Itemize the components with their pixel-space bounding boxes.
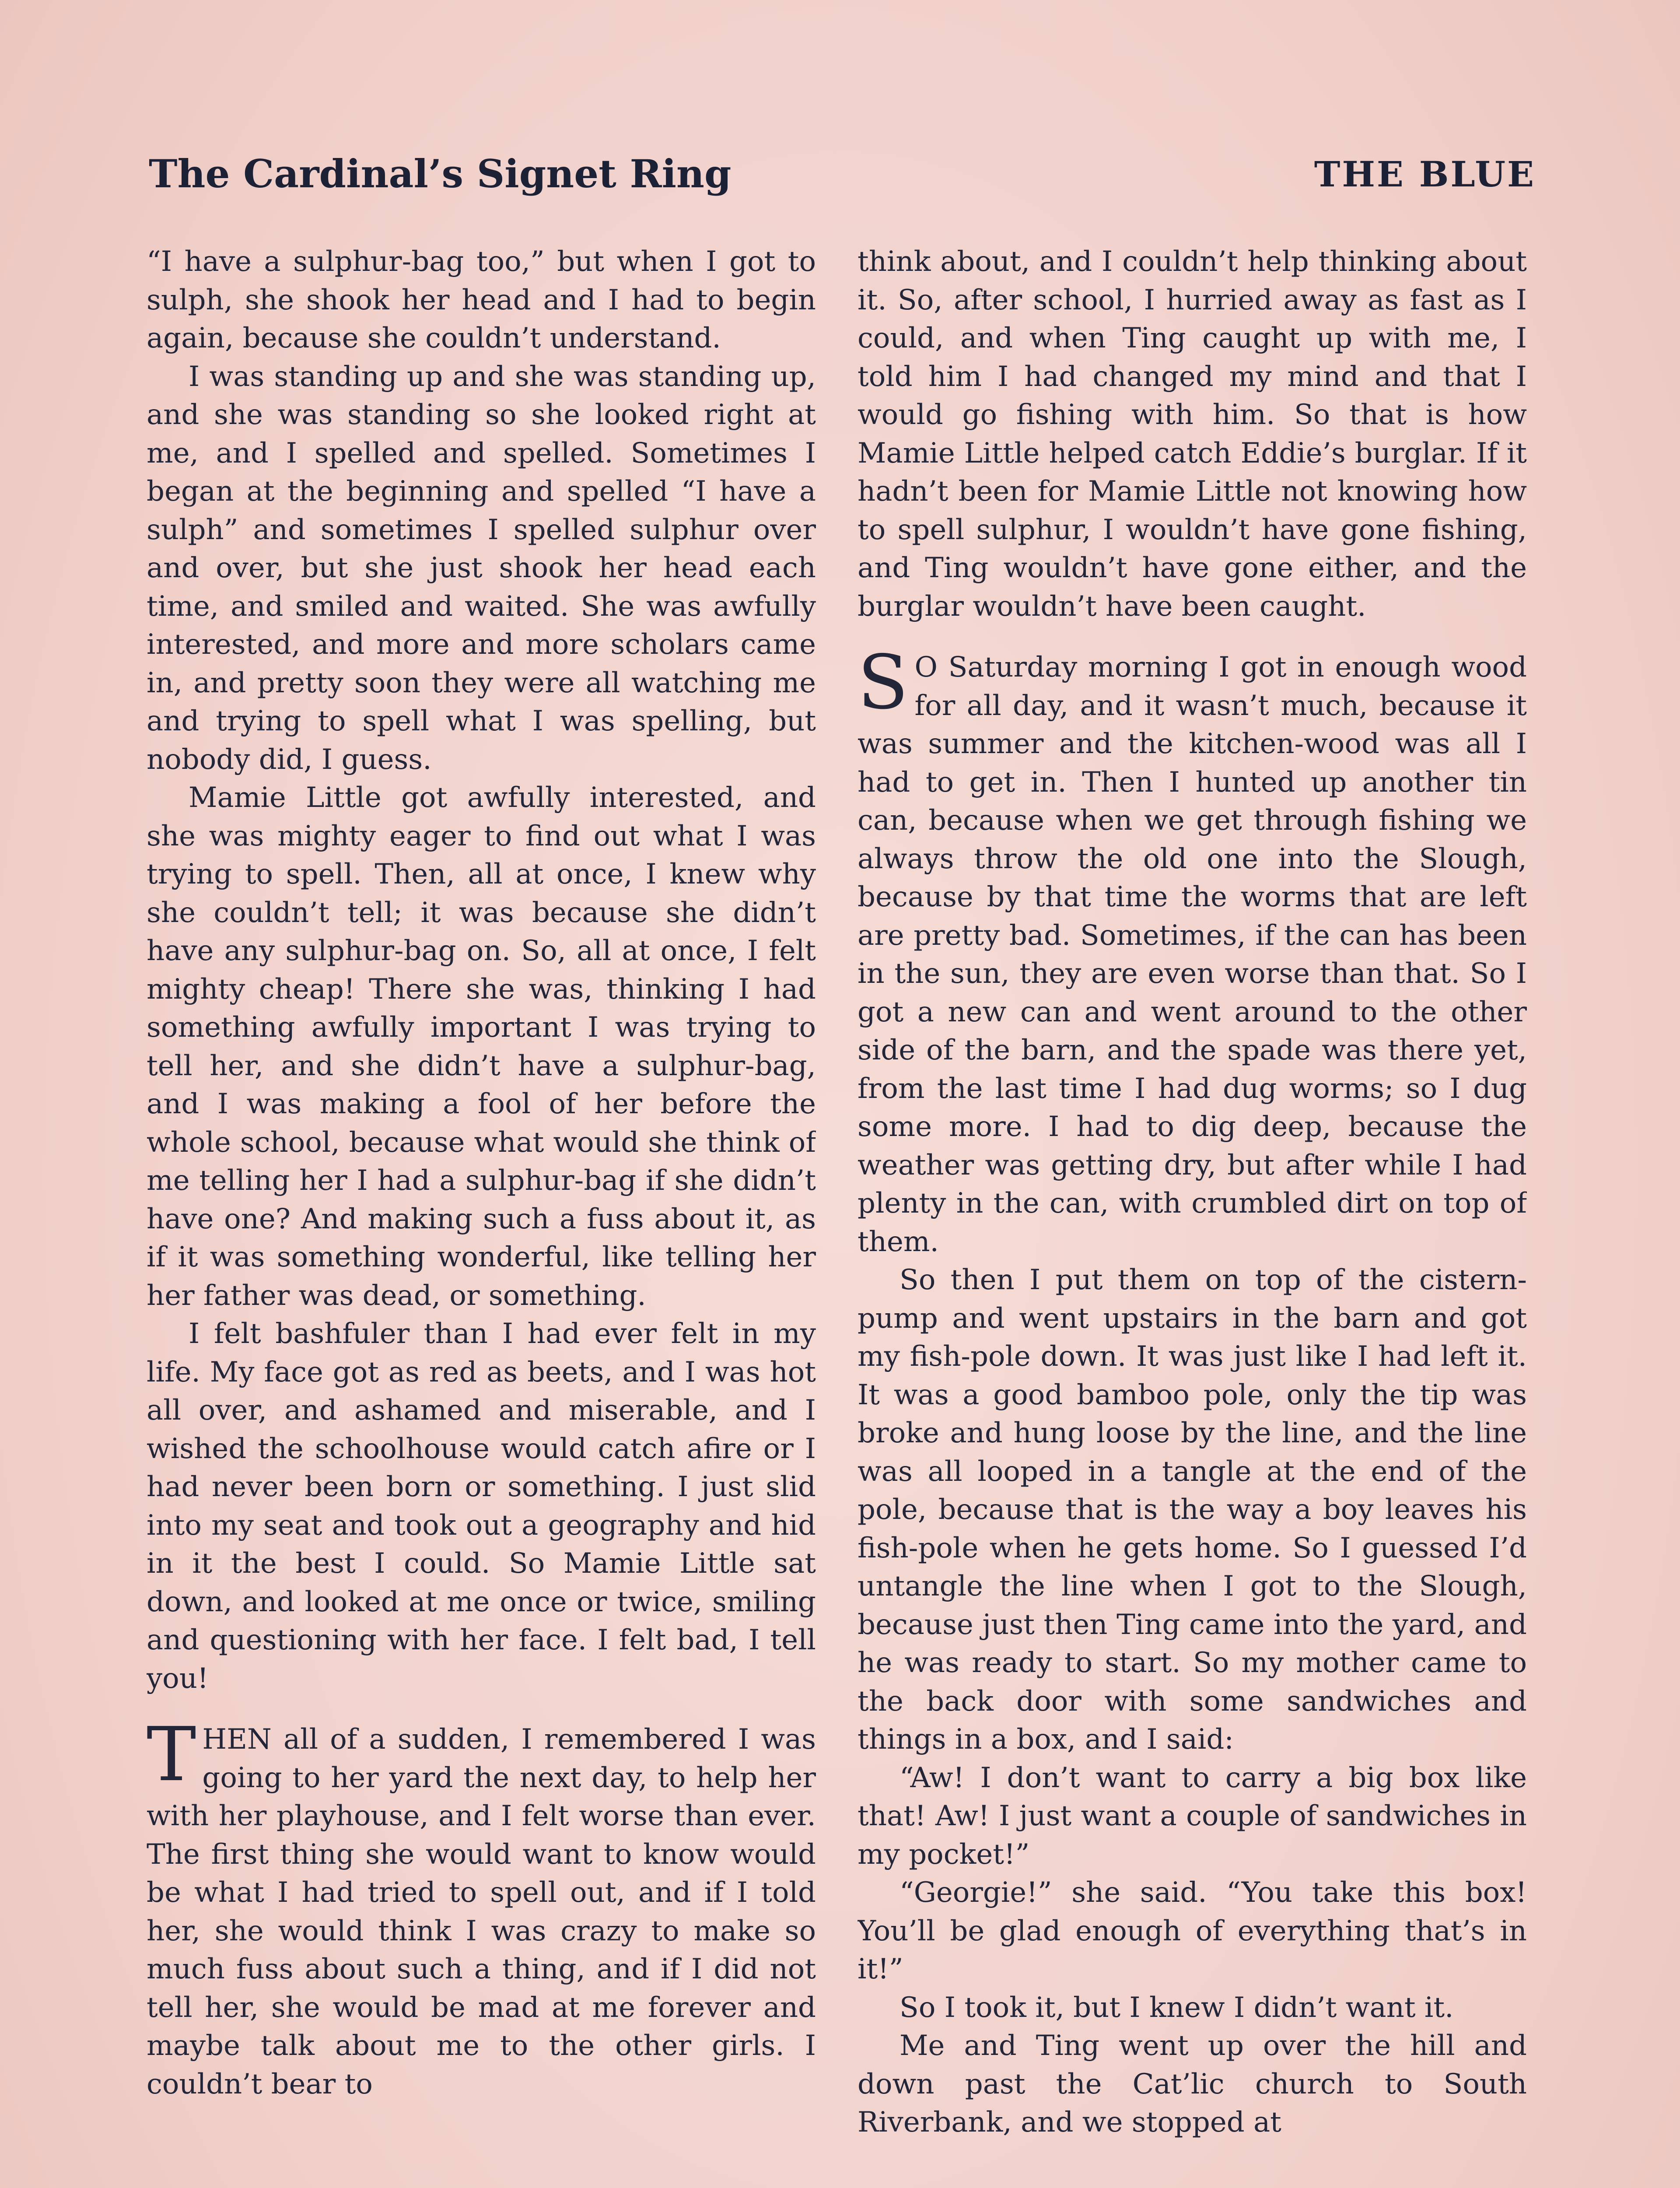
- paragraph: I was standing up and she was standing up, and she was standing so she looked right at me, and I spelled and spelled. Sometimes I began at the beginning and spelled “I have a sulph” and sometimes I spelled sulphur over and over, but she just shook her head each time, and smiled and waited. She was awfully interested, and more and more scholars came in, and pretty soon they were all watching me and trying to spell what I was spelling, but nobody did, I guess.: [147, 360, 816, 776]
- paragraph: So I took it, but I knew I didn’t want it.: [900, 1991, 1454, 2024]
- paragraph: think about, and I couldn’t help thinking about it. So, after school, I hurried away as fast as I could, and when Ting caught up with me, I told him I had changed my mind and that I would go fishing with him. So that is how Mamie Little helped catch Eddie’s burglar. If it hadn’t been for Mamie Little not knowing how to spell sulphur, I wouldn’t have gone fishing, and Ting wouldn’t have gone either, and the burglar wouldn’t have been caught.: [858, 245, 1527, 623]
- text-column-right: [858, 243, 1527, 2188]
- text-column-left: [147, 243, 816, 2188]
- paragraph: “Georgie!” she said. “You take this box! You’ll be glad enough of everything that’s in it!”: [858, 1876, 1527, 1985]
- paragraph: Mamie Little got awfully interested, and she was mighty eager to find out what I was trying to spell. Then, all at once, I knew why she couldn’t tell; it was because she didn’t have any sulphur-bag on. So, all at once, I felt mighty cheap! There she was, thinking I had something awfully important I was trying to tell her, and she didn’t have a sulphur-bag, and I was making a fool of her before the whole school, because what would she think of me telling her I had a sulphur-bag if she didn’t have one? And making such a fuss about it, as if it was something wonderful, like telling her her father was dead, or something.: [147, 782, 816, 1312]
- section-paragraph: SO Saturday morning I got in enough wood for all day, and it wasn’t much, because it was summer and the kitchen-wood was all I had to get in. Then I hunted up another tin can, because when we get through fishing we always throw the old one into the Slough, because by that time the worms that are left are pretty bad. Sometimes, if the can has been in the sun, they are even worse than that. So I got a new can and went around to the other side of the barn, and the spade was there yet, from the last time I had dug worms; so I dug some more. I had to dig deep, because the weather was getting dry, but after while I had plenty in the can, with crumbled dirt on top of them.: [858, 639, 1527, 1258]
- story-title: The Cardinal’s Signet Ring: [149, 151, 732, 196]
- paragraph: I felt bashfuler than I had ever felt in my life. My face got as red as beets, and I was hot all over, and ashamed and miserable, and I wished the schoolhouse would catch afire or I had never been born or something. I just slid into my seat and took out a geography and hid in it the best I could. So Mamie Little sat down, and looked at me once or twice, smiling and questioning with her face. I felt bad, I tell you!: [147, 1318, 816, 1695]
- paragraph: “Aw! I don’t want to carry a big box like that! Aw! I just want a couple of sandwiches in my pocket!”: [858, 1761, 1527, 1871]
- paragraph: Me and Ting went up over the hill and down past the Cat’lic church to South Riverbank, and we stopped at: [858, 2030, 1527, 2139]
- magazine-title: THE BLUE: [1314, 154, 1536, 195]
- running-header: [149, 151, 1536, 203]
- paragraph: So then I put them on top of the cistern-pump and went upstairs in the barn and got my fish-pole down. It was just like I had left it. It was a good bamboo pole, only the tip was broke and hung loose by the line, and the line was all looped in a tangle at the end of the pole, because that is the way a boy leaves his fish-pole when he gets home. So I guessed I’d untangle the line when I got to the Slough, because just then Ting came into the yard, and he was ready to start. So my mother came to the back door with some sandwiches and things in a box, and I said:: [858, 1264, 1527, 1756]
- section-paragraph: THEN all of a sudden, I remembered I was going to her yard the next day, to help her with her playhouse, and I felt worse than ever. The first thing she would want to know would be what I had tried to spell out, and if I told her, she would think I was crazy to make so much fuss about such a thing, and if I did not tell her, she would be mad at me forever and maybe talk about me to the other girls. I couldn’t bear to: [147, 1711, 816, 2100]
- paragraph: “I have a sulphur-bag too,” but when I got to sulph, she shook her head and I had to begin again, because she couldn’t understand.: [147, 245, 816, 354]
